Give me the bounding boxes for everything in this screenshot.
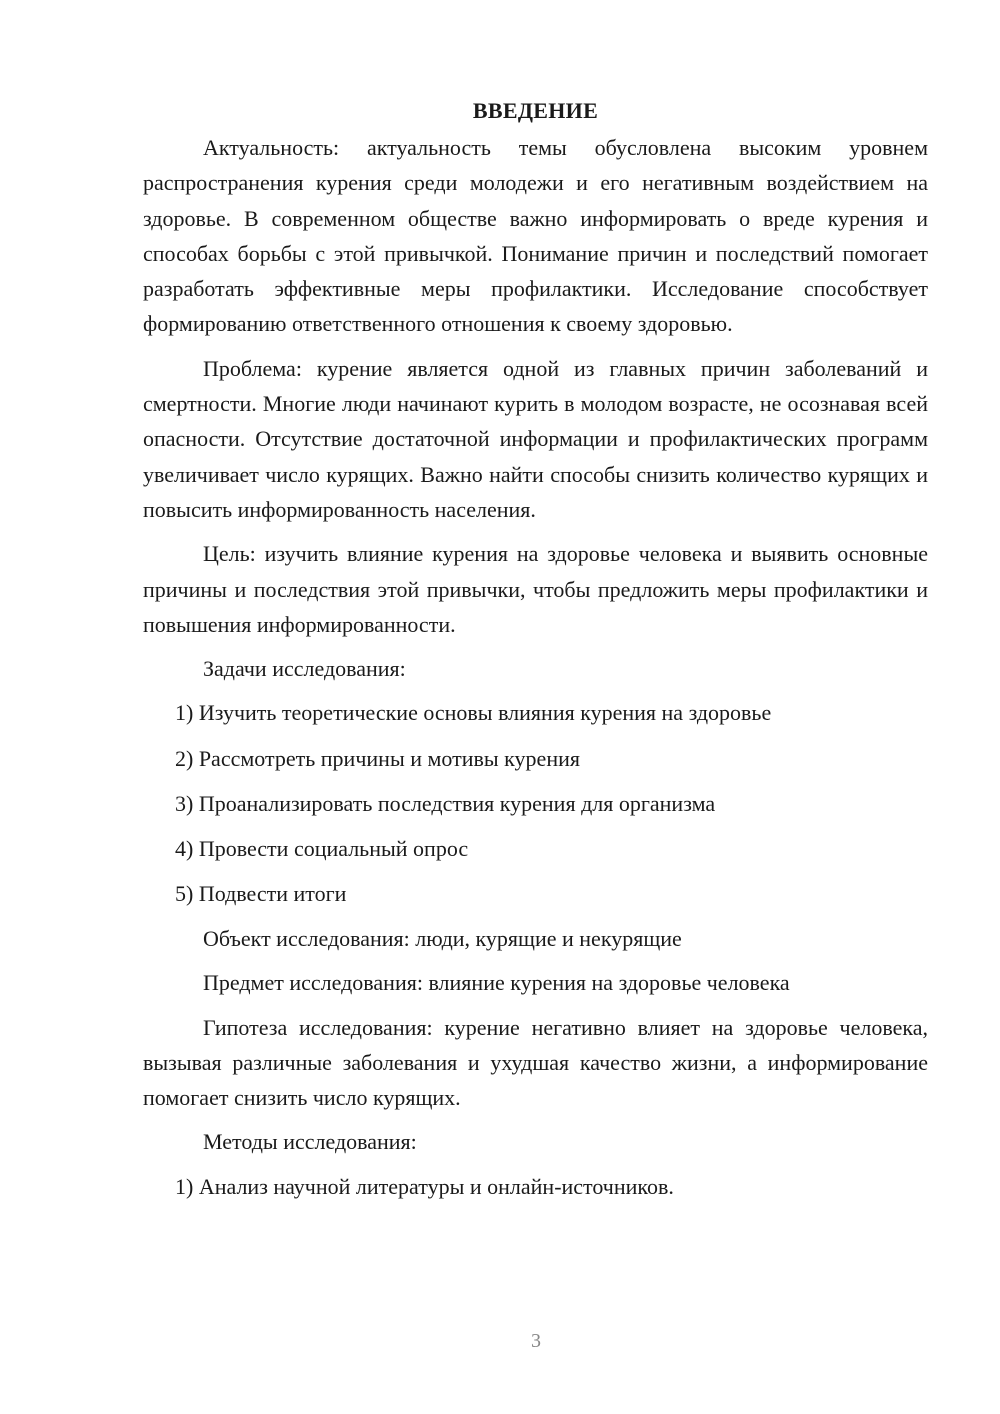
relevance-paragraph: Актуальность: актуальность темы обусловлена высоким уровнем распространения курения среди молодежи и его негативным воздействием на здоровье. В современном обществе важно информировать о вреде курения и способах борьбы с этой привычкой. Понимание причин и последствий помогает разработать эффективные меры профилактики. Исследование способствует формированию ответственного отношения к своему здоровью. [143, 135, 928, 337]
tasks-heading: Задачи исследования: [203, 656, 406, 682]
task-item-3: 3) Проанализировать последствия курения для организма [175, 790, 716, 816]
hypothesis-paragraph: Гипотеза исследования: курение негативно влияет на здоровье человека, вызывая различные заболевания и ухудшая качество жизни, а информирование помогает снизить число курящих. [143, 1014, 928, 1111]
page-number: 3 [531, 1330, 541, 1352]
problem-paragraph: Проблема: курение является одной из главных причин заболеваний и смертности. Многие люди начинают курить в молодом возрасте, не осознавая всей опасности. Отсутствие достаточной информации и профилактических программ увеличивает число курящих. Важно найти способы снизить количество курящих и повысить информированность населения. [143, 355, 928, 522]
subject-paragraph: Предмет исследования: влияние курения на здоровье человека [203, 970, 790, 996]
methods-heading: Методы исследования: [203, 1129, 417, 1155]
task-item-1: 1) Изучить теоретические основы влияния курения на здоровье [175, 700, 772, 726]
page-title: ВВЕДЕНИЕ [472, 98, 599, 123]
task-item-4: 4) Провести социальный опрос [175, 835, 469, 861]
object-paragraph: Объект исследования: люди, курящие и некурящие [203, 925, 682, 951]
goal-paragraph: Цель: изучить влияние курения на здоровье человека и выявить основные причины и последствия этой привычки, чтобы предложить меры профилактики и повышения информированности. [143, 541, 928, 637]
task-item-2: 2) Рассмотреть причины и мотивы курения [175, 745, 580, 771]
document-page [143, 96, 928, 1214]
method-item-1: 1) Анализ научной литературы и онлайн-источников. [175, 1173, 674, 1199]
task-item-5: 5) Подвести итоги [175, 880, 347, 906]
